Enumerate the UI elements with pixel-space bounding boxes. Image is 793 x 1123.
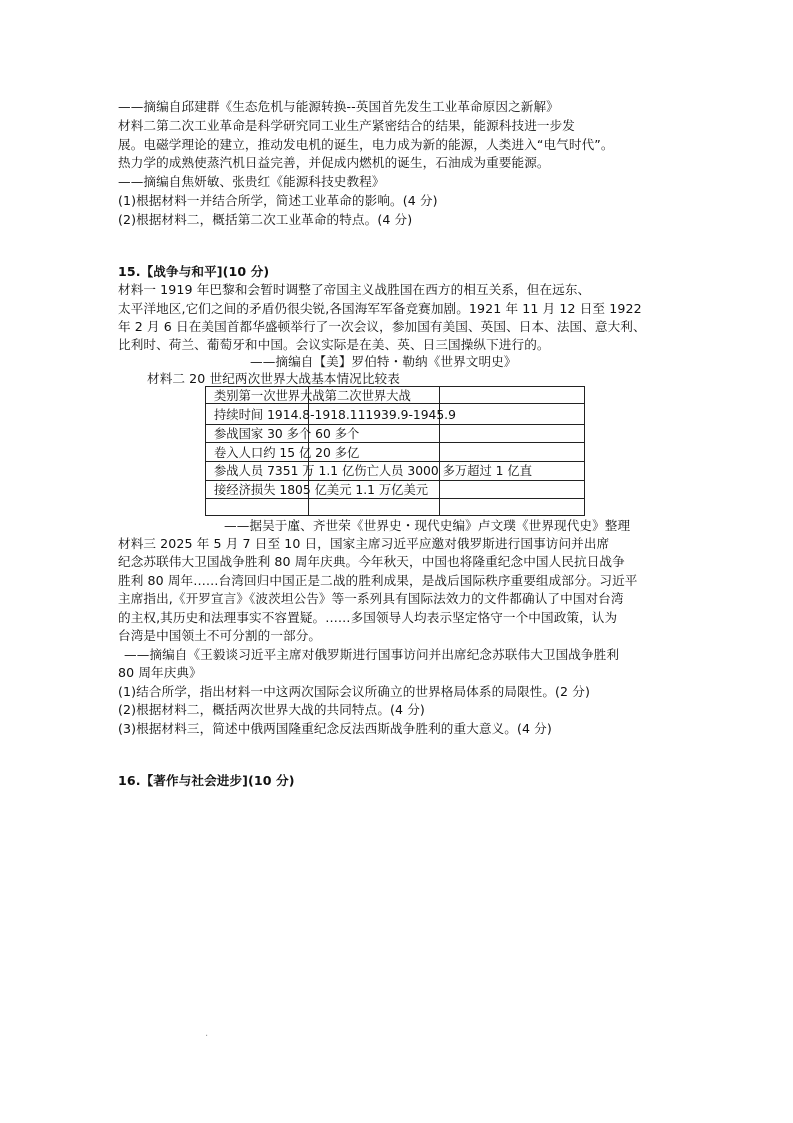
- material-two-line: 热力学的成熟使蒸汽机日益完善，并促成内燃机的诞生，石油成为重要能源。: [118, 155, 550, 170]
- material-three-line: 材料三 2025 年 5 月 7 日至 10 日，国家主席习近平应邀对俄罗斯进行国事访问并出席: [118, 536, 610, 551]
- comparison-table: [205, 386, 585, 516]
- table-row: 参战国家 30 多个 60 多个: [214, 427, 360, 441]
- material-one-line: 年 2 月 6 日在美国首都华盛顿举行了一次会议，参加国有美国、英国、日本、法国、意大利、: [118, 319, 646, 334]
- table-rule: [206, 480, 584, 481]
- table-row: 接经济损失 1805 亿美元 1.1 万亿美元: [214, 483, 429, 497]
- table-row: 卷入人口约 15 亿 20 多亿: [214, 446, 360, 460]
- section-heading-16: 16.【著作与社会进步](10 分): [118, 773, 295, 788]
- material-one-source: ——摘编自邱建群《生态危机与能源转换--英国首先发生工业革命原因之新解》: [118, 99, 559, 114]
- question-item: (2)根据材料二，概括第二次工业革命的特点。(4 分): [118, 212, 413, 227]
- material-three-source: ——摘编自《王毅谈习近平主席对俄罗斯进行国事访问并出席纪念苏联伟大卫国战争胜利: [124, 647, 620, 662]
- material-two-line: 展。电磁学理论的建立，推动发电机的诞生，电力成为新的能源，人类进入“电气时代”。: [118, 137, 614, 152]
- question-item: (1)根据材料一并结合所学，简述工业革命的影响。(4 分): [118, 193, 438, 208]
- material-three-line: 胜利 80 周年……台湾回归中国正是二战的胜利成果，是战后国际秩序重要组成部分。习近平: [118, 573, 638, 588]
- table-source: ——据吴于廑、齐世荣《世界史・现代史编》卢文璞《世界现代史》整理: [224, 518, 631, 533]
- material-three-line: 台湾是中国领土不可分割的一部分。: [118, 628, 322, 643]
- table-row: 持续时间 1914.8-1918.111939.9-1945.9: [214, 408, 456, 422]
- material-one-line: 太平洋地区,它们之间的矛盾仍很尖锐,各国海军军备竞赛加剧。1921 年 11 月 12 日至 1922: [118, 301, 642, 316]
- table-rule: [206, 424, 584, 425]
- stray-mark: .: [205, 1028, 209, 1039]
- material-three-line: 的主权,其历史和法理事实不容置疑。……多国领导人均表示坚定恪守一个中国政策，认为: [118, 610, 618, 625]
- question-item: (2)根据材料二，概括两次世界大战的共同特点。(4 分): [118, 702, 425, 717]
- table-row: 类别第一次世界大战第二次世界大战: [214, 389, 411, 403]
- material-two-line: 材料二第二次工业革命是科学研究同工业生产紧密结合的结果，能源科技进一步发: [118, 118, 575, 133]
- material-one-line: 比利时、荷兰、葡萄牙和中国。会议实际是在美、英、日三国操纵下进行的。: [118, 337, 550, 352]
- question-item: (1)结合所学，指出材料一中这两次国际会议所确立的世界格局体系的局限性。(2 分): [118, 684, 590, 699]
- material-three-line: 主席指出,《开罗宣言》《波茨坦公告》等一系列具有国际法效力的文件都确认了中国对台湾: [118, 591, 624, 606]
- material-three-line: 纪念苏联伟大卫国战争胜利 80 周年庆典。今年秋天，中国也将隆重纪念中国人民抗日战争: [118, 554, 625, 569]
- material-three-source: 80 周年庆典》: [118, 665, 202, 680]
- material-one-source: ——摘编自【美】罗伯特・勒纳《世界文明史》: [250, 354, 517, 369]
- section-heading-15: 15.【战争与和平](10 分): [118, 264, 270, 279]
- material-two-source: ——摘编自焦妍敏、张贵红《能源科技史教程》: [118, 174, 385, 189]
- question-item: (3)根据材料三，简述中俄两国隆重纪念反法西斯战争胜利的重大意义。(4 分): [118, 721, 552, 736]
- material-one-line: 材料一 1919 年巴黎和会暂时调整了帝国主义战胜国在西方的相互关系，但在远东、: [118, 282, 591, 297]
- table-title: 材料二 20 世纪两次世界大战基本情况比较表: [147, 371, 400, 386]
- table-row: 参战人员 7351 万 1.1 亿伤亡人员 3000 多万超过 1 亿直: [214, 464, 532, 478]
